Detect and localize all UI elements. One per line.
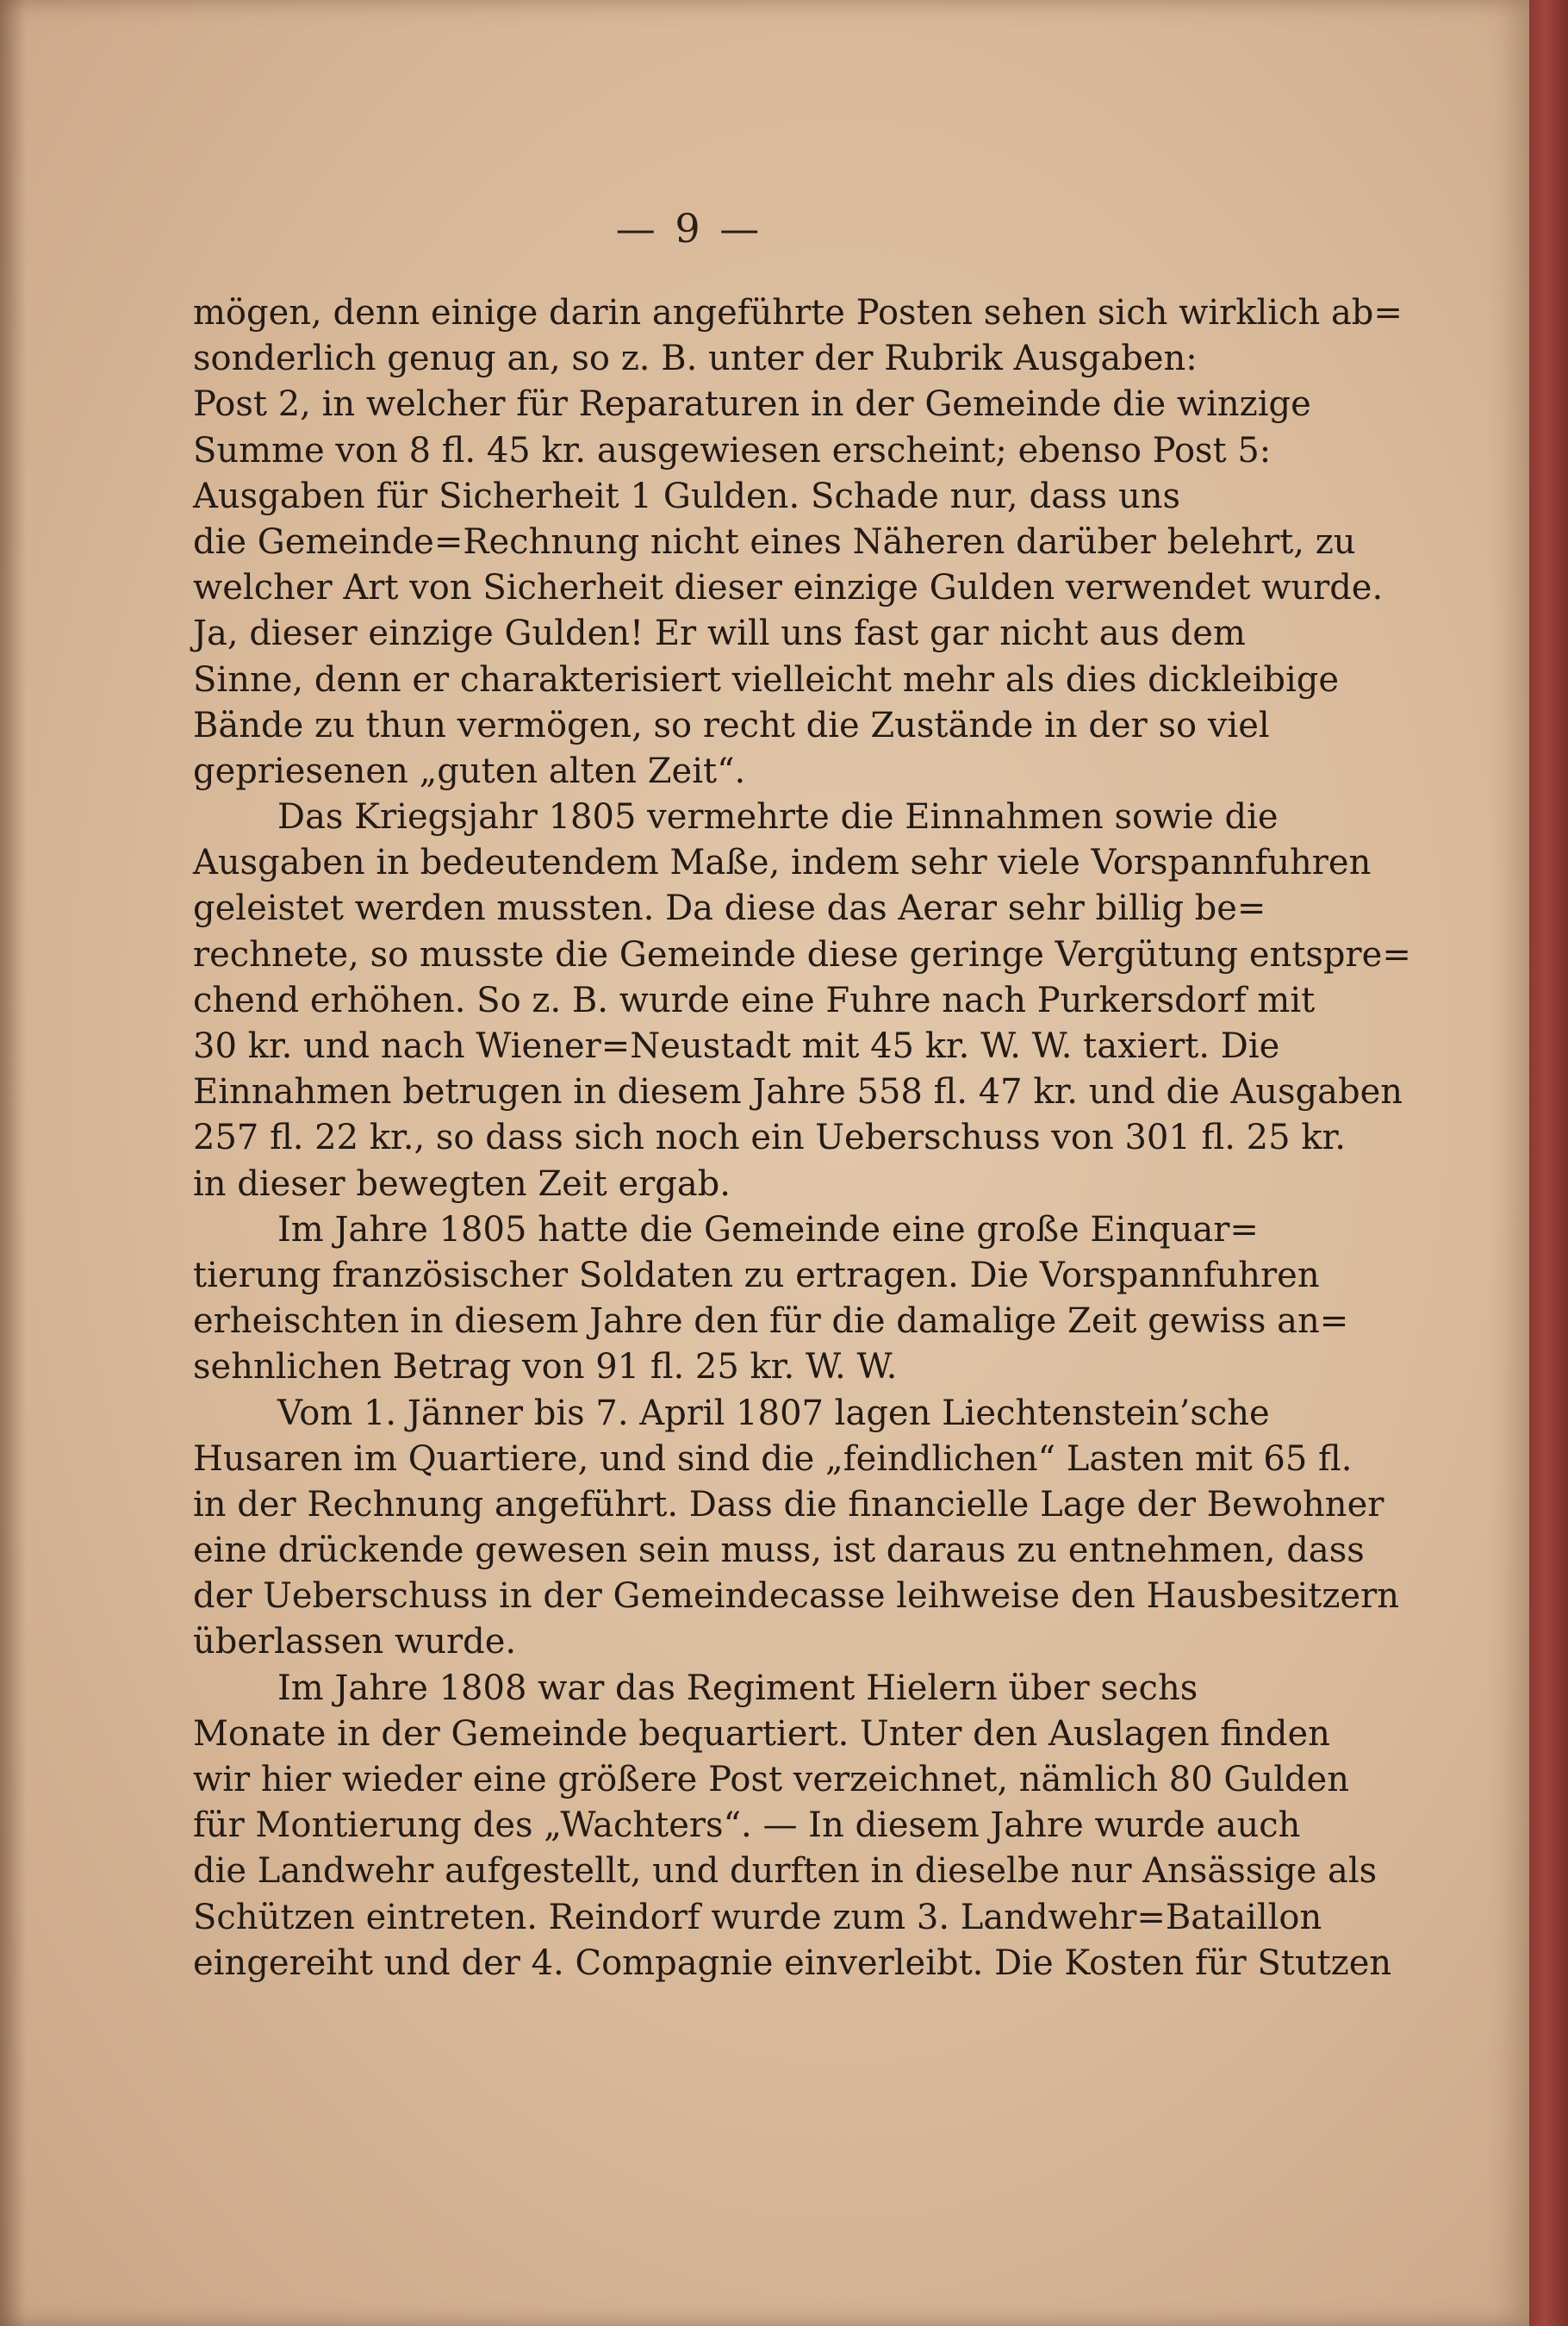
body-text xyxy=(193,290,1411,1986)
text-line: chend erhöhen. So z. B. wurde eine Fuhre nach Purkersdorf mit xyxy=(193,980,1316,1020)
text-line: der Ueberschuss in der Gemeindecasse leihweise den Hausbesitzern xyxy=(193,1576,1399,1617)
text-line: gepriesenen „guten alten Zeit“. xyxy=(193,751,746,791)
text-line: welcher Art von Sicherheit dieser einzige Gulden verwendet wurde. xyxy=(193,568,1384,608)
text-line: Post 2, in welcher für Reparaturen in der Gemeinde die winzige xyxy=(193,384,1311,425)
text-line: mögen, denn einige darin angeführte Posten sehen sich wirklich ab= xyxy=(193,293,1403,333)
text-line: Ausgaben für Sicherheit 1 Gulden. Schade nur, dass uns xyxy=(193,476,1180,516)
text-line: in dieser bewegten Zeit ergab. xyxy=(193,1163,731,1204)
text-line: Husaren im Quartiere, und sind die „feindlichen“ Lasten mit 65 fl. xyxy=(193,1438,1353,1479)
text-line: die Gemeinde=Rechnung nicht eines Näheren darüber belehrt, zu xyxy=(193,521,1356,562)
text-line: Bände zu thun vermögen, so recht die Zustände in der so viel xyxy=(193,705,1270,745)
text-line: Ausgaben in bedeutendem Maße, indem sehr viele Vorspannfuhren xyxy=(193,843,1372,883)
page-number: — 9 — xyxy=(615,205,763,252)
paragraph xyxy=(193,1666,1392,1986)
text-line: geleistet werden mussten. Da diese das Aerar sehr billig be= xyxy=(193,889,1266,929)
text-line: rechnete, so musste die Gemeinde diese geringe Vergütung entspre= xyxy=(193,934,1411,975)
text-line: in der Rechnung angeführt. Dass die financielle Lage der Bewohner xyxy=(193,1484,1384,1525)
text-line: eine drückende gewesen sein muss, ist daraus zu entnehmen, dass xyxy=(193,1531,1365,1571)
text-line: tierung französischer Soldaten zu ertragen. Die Vorspannfuhren xyxy=(193,1255,1320,1295)
text-line: Das Kriegsjahr 1805 vermehrte die Einnahmen sowie die xyxy=(277,797,1279,838)
text-line: 257 fl. 22 kr., so dass sich noch ein Ueberschuss von 301 fl. 25 kr. xyxy=(193,1118,1346,1158)
paragraph xyxy=(193,1391,1399,1666)
paragraph xyxy=(193,795,1411,1207)
text-line: Monate in der Gemeinde bequartiert. Unter den Auslagen finden xyxy=(193,1713,1330,1754)
text-line: Ja, dieser einzige Gulden! Er will uns fast gar nicht aus dem xyxy=(193,614,1246,654)
text-line: Sinne, denn er charakterisiert vielleicht mehr als dies dickleibige xyxy=(193,659,1340,700)
text-line: wir hier wieder eine größere Post verzeichnet, nämlich 80 Gulden xyxy=(193,1760,1349,1799)
paragraph xyxy=(193,1207,1349,1391)
text-line: sehnlichen Betrag von 91 fl. 25 kr. W. W. xyxy=(193,1347,898,1387)
page-gutter-shadow xyxy=(0,0,26,2326)
text-line: Im Jahre 1805 hatte die Gemeinde eine große Einquar= xyxy=(277,1209,1259,1250)
text-line: Einnahmen betrugen in diesem Jahre 558 fl. 47 kr. und die Ausgaben xyxy=(193,1072,1403,1113)
book-edge xyxy=(1529,0,1568,2326)
text-line: Im Jahre 1808 war das Regiment Hielern über sechs xyxy=(277,1668,1198,1708)
text-line: eingereiht und der 4. Compagnie einverleibt. Die Kosten für Stutzen xyxy=(193,1942,1392,1983)
paragraph xyxy=(193,290,1403,795)
text-line: Summe von 8 fl. 45 kr. ausgewiesen erscheint; ebenso Post 5: xyxy=(193,430,1272,471)
text-line: die Landwehr aufgestellt, und durften in dieselbe nur Ansässige als xyxy=(193,1851,1378,1892)
text-line: für Montierung des „Wachters“. — In diesem Jahre wurde auch xyxy=(193,1805,1301,1846)
text-line: überlassen wurde. xyxy=(193,1622,517,1662)
text-line: Vom 1. Jänner bis 7. April 1807 lagen Liechtenstein’sche xyxy=(277,1393,1270,1433)
text-line: 30 kr. und nach Wiener=Neustadt mit 45 kr. W. W. taxiert. Die xyxy=(193,1026,1280,1066)
text-line: Schützen eintreten. Reindorf wurde zum 3. Landwehr=Bataillon xyxy=(193,1897,1322,1937)
text-line: erheischten in diesem Jahre den für die damalige Zeit gewiss an= xyxy=(193,1301,1349,1342)
text-line: sonderlich genug an, so z. B. unter der Rubrik Ausgaben: xyxy=(193,339,1198,379)
